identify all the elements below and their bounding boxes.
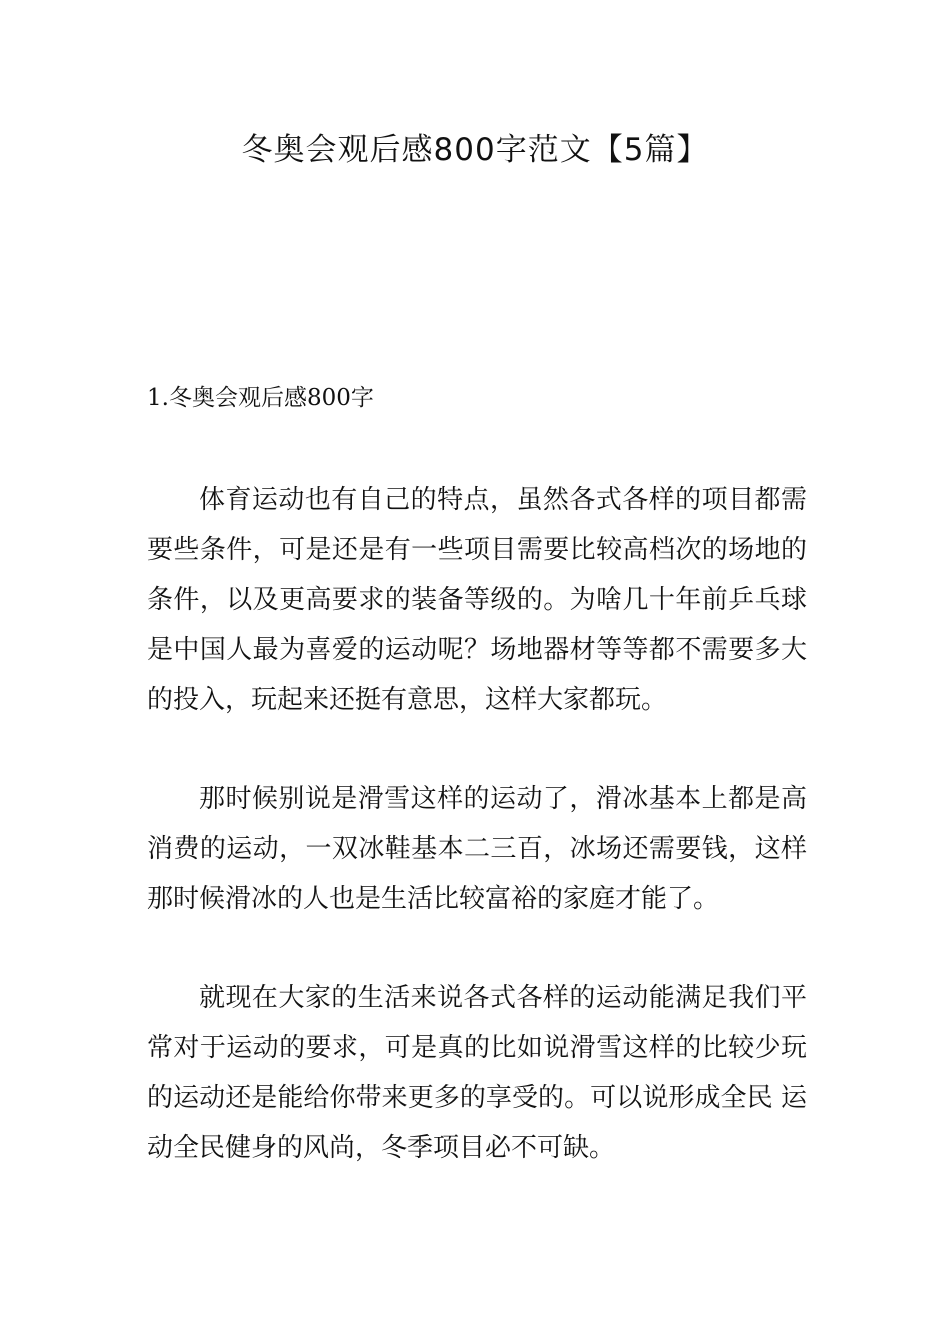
paragraph-3: 就现在大家的生活来说各式各样的运动能满足我们平常对于运动的要求，可是真的比如说滑雪这样的比较少玩的运动还是能给你带来更多的享受的。可以说形成全民 运动全民健身的风尚，冬季项目必不可缺。 bbox=[147, 983, 807, 1163]
paragraph-1: 体育运动也有自己的特点，虽然各式各样的项目都需要些条件，可是还是有一些项目需要比较高档次的场地的条件，以及更高要求的装备等级的。为啥几十年前乒乓球是中国人最为喜爱的运动呢？场地器材等等都不需要多大的投入，玩起来还挺有意思，这样大家都玩。 bbox=[147, 485, 807, 715]
document-title: 冬奥会观后感800字范文【5篇】 bbox=[241, 132, 709, 168]
paragraph-2: 那时候别说是滑雪这样的运动了，滑冰基本上都是高消费的运动，一双冰鞋基本二三百，冰场还需要钱，这样那时候滑冰的人也是生活比较富裕的家庭才能了。 bbox=[147, 784, 807, 914]
section-heading: 1.冬奥会观后感800字 bbox=[147, 385, 374, 411]
